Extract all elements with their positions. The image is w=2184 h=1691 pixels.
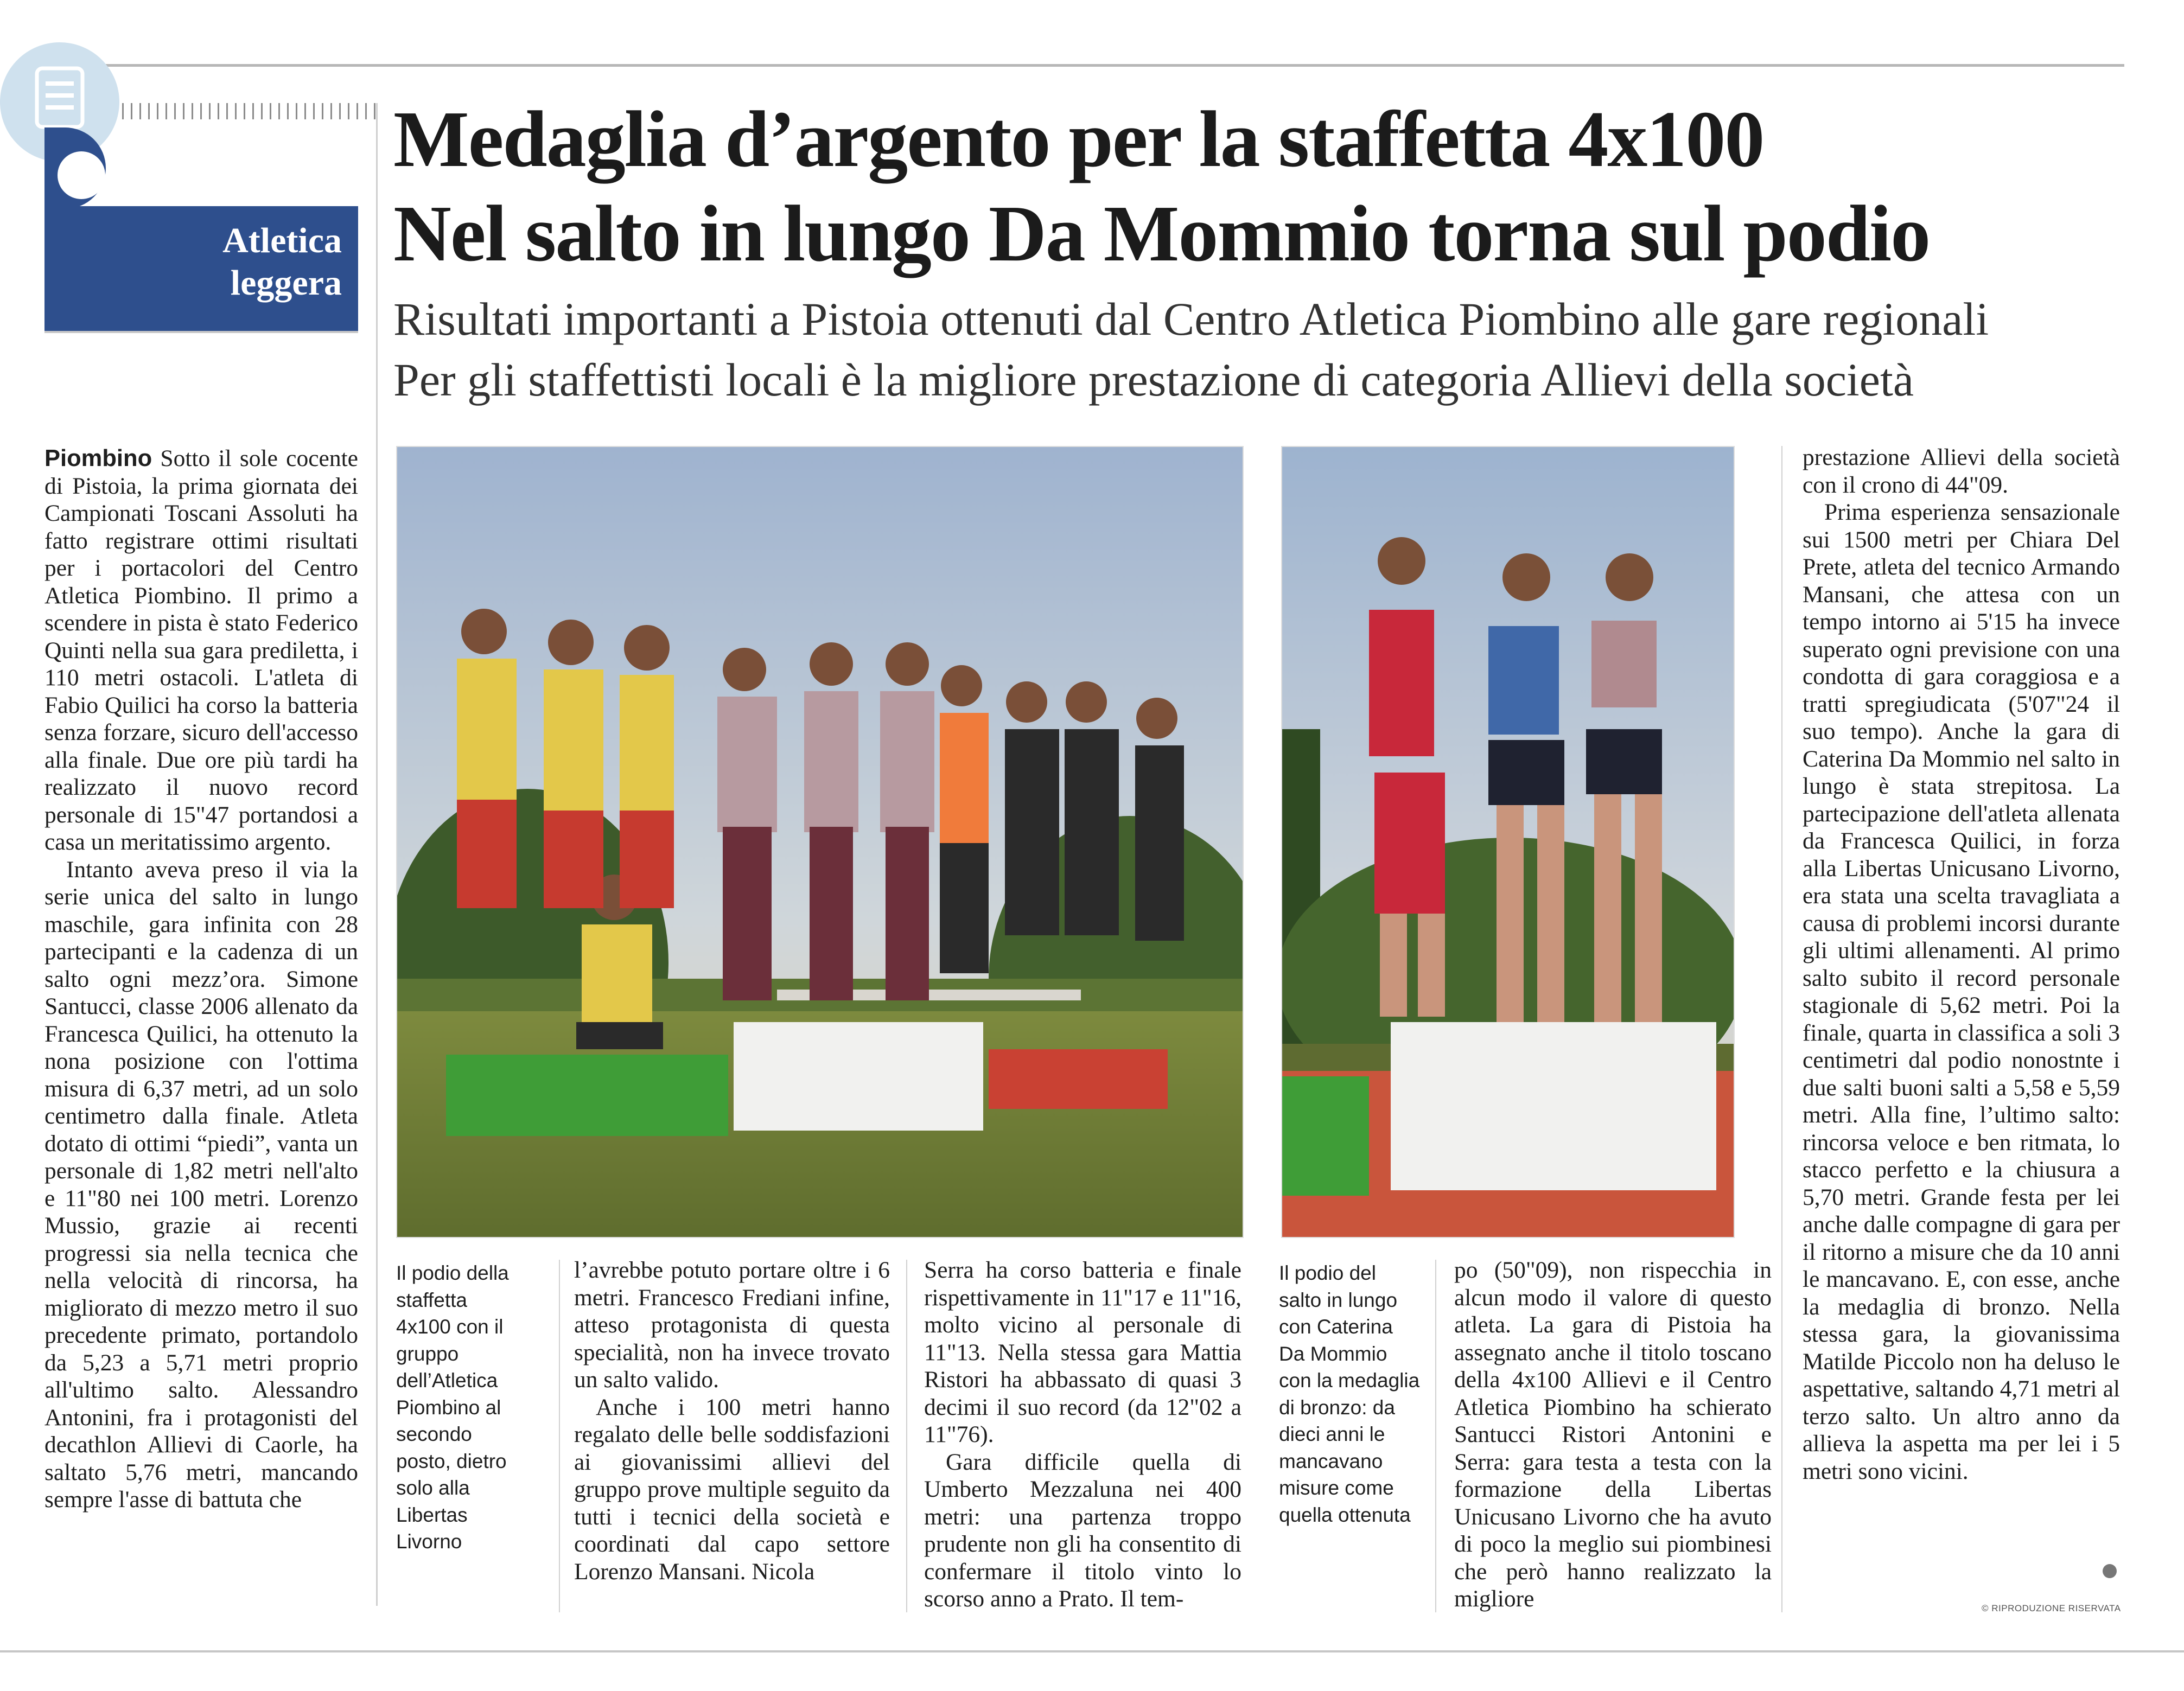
column-separator-3 (1435, 1260, 1436, 1612)
photo-1-caption: Il podio della staffetta 4x100 con il gruppo dell’Atletica Piombino al secondo posto, dietro solo alla Libertas Livorno (396, 1262, 509, 1553)
column-2-paragraph-1: l’avrebbe potuto portare oltre i 6 metri. Francesco Frediani infine, atteso protagonista di questa specialità, non ha invece trovato un salto valido. (574, 1257, 890, 1393)
bottom-rule (0, 1650, 2184, 1652)
long-jump-podium-photo-image (1282, 447, 1734, 1237)
copyright-notice: © RIPRODUZIONE RISERVATA (1982, 1603, 2121, 1613)
article-column-2 (574, 1256, 890, 1585)
column-divider (376, 103, 378, 1606)
quote-mark-icon (42, 127, 135, 209)
headline (393, 92, 2130, 281)
article-column-1 (44, 445, 358, 1514)
column-3-paragraph-1: Serra ha corso batteria e finale rispettivamente in 11"17 e 11"16, molto vicino al personale di 11"13. Nella stessa gara Mattia Ristori ha abbassato di quasi 3 decimi il suo record (da 12"02 a 11"76). (924, 1257, 1241, 1447)
article-dateline: Piombino (44, 445, 152, 471)
subheadline-line-1: Risultati importanti a Pistoia ottenuti dal Centro Atletica Piombino alle gare regionali (393, 293, 1989, 345)
column-separator-1 (559, 1260, 560, 1612)
column-3-paragraph-2: Gara difficile quella di Umberto Mezzaluna nei 400 metri: una partenza troppo prudente non gli ha consentito di confermare il titolo vinto lo scorso anno a Prato. Il tem- (924, 1448, 1241, 1612)
relay-podium-photo (396, 446, 1244, 1238)
reader-view-icon-glyph (33, 65, 87, 130)
column-4-paragraph-1: po (50"09), non rispecchia in alcun modo il valore di questo atleta. La gara di Pistoia ha assegnato anche il titolo toscano della 4x100 Allievi e il Centro Atletica Piombino ha schierato Santucci Ristori Antonini e Serra: gara testa a testa con la formazione della Libertas Unicusano Livorno che ha avuto di poco la meglio sui piombinesi che però hanno realizzato la migliore (1454, 1257, 1772, 1612)
rubric-line-1: Atletica (222, 221, 342, 260)
headline-line-2: Nel salto in lungo Da Mommio torna sul podio (393, 189, 1930, 278)
article-column-5 (1803, 444, 2120, 1485)
end-of-article-dot-icon (2103, 1564, 2117, 1578)
left-column-rule (44, 331, 358, 333)
subheadline-line-2: Per gli staffettisti locali è la migliore prestazione di categoria Allievi della società (393, 354, 1914, 406)
rubric-line-2: leggera (230, 263, 342, 303)
ruler-ticks (122, 103, 377, 119)
article-column-4 (1454, 1256, 1772, 1613)
subheadline (393, 289, 2130, 410)
column-1-paragraph-2: Intanto aveva preso il via la serie unica del salto in lungo maschile, gara infinita con 28 partecipanti e la cadenza di un salto ogni mezz’ora. Simone Santucci, classe 2006 allenato da Francesca Quilici, ha ottenuto la nona posizione con l'ottima misura di 6,37 metri, ad un solo centimetro dalla finale. Atleta dotato di ottimi “piedi”, vanta un personale di 1,82 metri nell'alto e 11"80 nei 100 metri. Lorenzo Mussio, grazie ai recenti progressi sia nella tecnica che nella velocità di rincorsa, ha migliorato di mezzo metro il suo precedente primato, portandolo da 5,23 a 5,71 metri proprio all'ultimo salto. Alessandro Antonini, fra i protagonisti del decathlon Allievi di Caorle, ha saltato 5,76 metri, mancando sempre l'asse di battuta che (44, 856, 358, 1513)
headline-line-1: Medaglia d’argento per la staffetta 4x100 (393, 95, 1764, 184)
relay-podium-photo-image (397, 447, 1243, 1237)
column-2-paragraph-2: Anche i 100 metri hanno regalato delle belle soddisfazioni ai giovanissimi allievi del gruppo prove multiple seguito da tutti i tecnici della società e coordinati dal capo settore Lorenzo Mansani. Nicola (574, 1394, 890, 1585)
column-5-paragraph-2: Prima esperienza sensazionale sui 1500 metri per Chiara Del Prete, atleta del tecnico Armando Mansani, che attesa con un tempo intorno ai 5'15 ha invece superato ogni previsione con una condotta di gara coraggiosa e a tratti spregiudicata (5'07"24 il suo tempo). Anche la gara di Caterina Da Mommio nel salto in lungo è stata strepitosa. La partecipazione dell'atleta allenata da Francesca Quilici, in forza alla Libertas Unicusano Livorno, era stata una scelta travagliata a causa di problemi incorsi durante gli ultimi allenamenti. Al primo salto subito il record personale stagionale di 5,62 metri. Poi la finale, quarta in classifica a soli 3 centimetri dal podio nonostnte i due salti buoni salti a 5,58 e 5,59 metri. Alla fine, l’ultimo salto: rincorsa veloce e ben ritmata, lo stacco perfetto e la chiusura a 5,70 metri. Grande festa per lei anche dalle compagne di gara per il ritorno a misure che da 10 anni le mancavano. E, con esse, anche la medaglia di bronzo. Nella stessa gara, la giovanissima Matilde Piccolo non ha deluso le aspettative, saltando 4,71 metri al terzo salto. Un altro anno da allieva la aspetta ma per lei i 5 metri sono vicini. (1803, 499, 2120, 1484)
article-column-3 (924, 1256, 1241, 1613)
column-1-paragraph-1: Sotto il sole cocente di Pistoia, la prima giornata dei Campionati Toscani Assoluti ha fatto registrare ottimi risultati per i portacolori del Centro Atletica Piombino. Il primo a scendere in pista è stato Federico Quinti nella sua gara prediletta, i 110 metri ostacoli. L'atleta di Fabio Quilici ha corso la batteria senza forzare, sicuro dell'accesso alla finale. Due ore più tardi ha realizzato il nuovo record personale di 15"47 portandosi a casa un meritatissimo argento. (44, 445, 358, 855)
column-separator-2 (906, 1260, 907, 1612)
long-jump-podium-photo (1281, 446, 1735, 1238)
top-rule (46, 64, 2124, 67)
photo-2-caption: Il podio del salto in lungo con Caterina Da Mommio con la medaglia di bronzo: da dieci anni le mancavano misure come quella ottenuta (1279, 1262, 1420, 1526)
column-5-paragraph-1: prestazione Allievi della società con il crono di 44"09. (1803, 444, 2120, 498)
section-rubric-label (179, 220, 342, 304)
column-separator-4 (1781, 446, 1782, 1612)
